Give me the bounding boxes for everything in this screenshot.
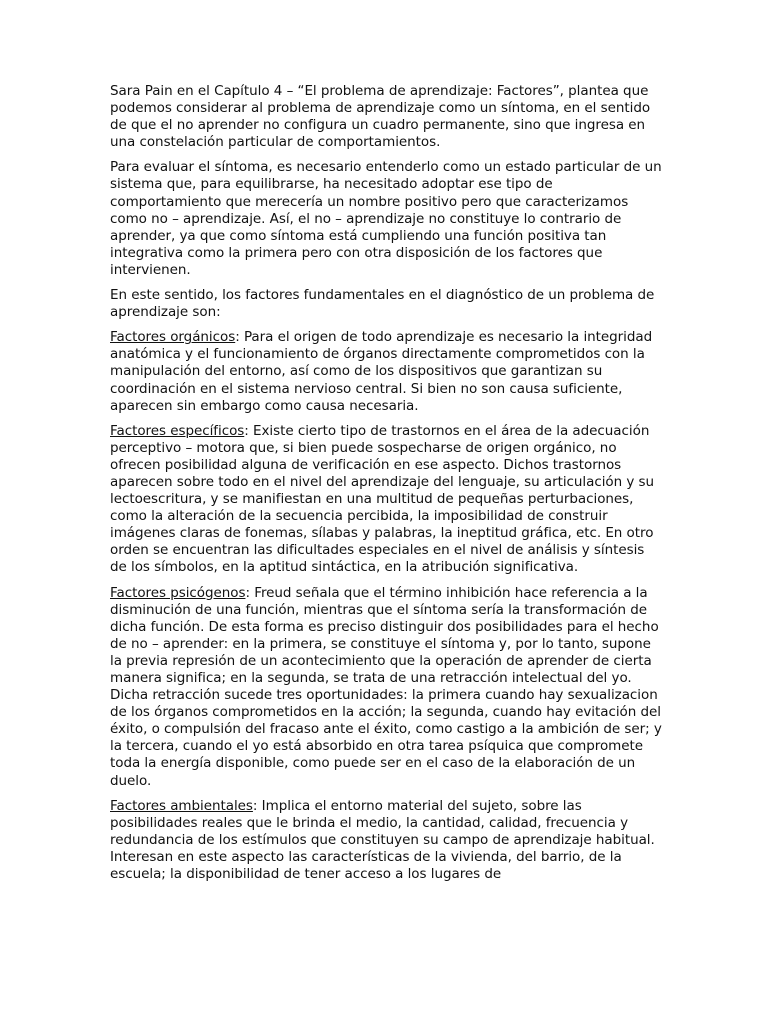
section-heading-psychogenic: Factores psicógenos	[110, 584, 246, 601]
paragraph-intro	[110, 83, 662, 151]
paragraph-specific-factors	[110, 423, 662, 577]
paragraph-factors-intro	[110, 287, 662, 321]
paragraph-text: : Implica el entorno material del sujeto, sobre las posibilidades reales que le brinda el medio, la cantidad, calidad, frecuencia y redundancia de los estímulos que constituyen su campo de aprendizaje habitual. Interesan en este aspecto las características de la vivienda, del barrio, de la escuela; la disponibilidad de tener acceso a los lugares de	[110, 797, 655, 883]
paragraph-organic-factors	[110, 329, 662, 414]
paragraph-psychogenic-factors	[110, 585, 662, 790]
document-page	[110, 83, 662, 891]
section-heading-organic: Factores orgánicos	[110, 329, 236, 346]
paragraph-text: Sara Pain en el Capítulo 4 – “El problema de aprendizaje: Factores”, plantea que podemos considerar al problema de aprendizaje como un síntoma, en el sentido de que el no aprender no configura un cuadro permanente, sino que ingresa en una constelación particular de comportamientos.	[110, 83, 651, 151]
paragraph-text: : Existe cierto tipo de trastornos en el área de la adecuación perceptivo – motora que, si bien puede sospecharse de origen orgánico, no ofrecen posibilidad alguna de verificación en ese aspecto. Dichos trastornos aparecen sobre todo en el nivel del aprendizaje del lenguaje, su articulación y su lectoescritura, y se manifiestan en una multitud de pequeñas perturbaciones, como la alteración de la secuencia percibida, la imposibilidad de construir imágenes claras de fonemas, sílabas y palabras, la ineptitud gráfica, etc. En otro orden se encuentran las dificultades especiales en el nivel de análisis y síntesis de los símbolos, en la aptitud sintáctica, en la atribución significativa.	[110, 422, 655, 576]
paragraph-text: : Freud señala que el término inhibición hace referencia a la disminución de una función, mientras que el síntoma sería la transformación de dicha función. De esta forma es preciso distinguir dos posibilidades para el hecho de no – aprender: en la primera, se constituye el síntoma y, por lo tanto, supone la previa represión de un acontecimiento que la operación de aprender de cierta manera significa; en la segunda, se trata de una retracción intelectual del yo. Dicha retracción sucede tres oportunidades: la primera cuando hay sexualizacion de los órganos comprometidos en la acción; la segunda, cuando hay evitación del éxito, o compulsión del fracaso ante el éxito, como castigo a la ambición de ser; y la tercera, cuando el yo está absorbido en otra tarea psíquica que compromete toda la energía disponible, como puede ser en el caso de la elaboración de un duelo.	[110, 584, 662, 789]
paragraph-text: : Para el origen de todo aprendizaje es necesario la integridad anatómica y el funcionamiento de órganos directamente comprometidos con la manipulación del entorno, así como de los dispositivos que garantizan su coordinación en el sistema nervioso central. Si bien no son causa suficiente, aparecen sin embargo como causa necesaria.	[110, 329, 653, 414]
section-heading-specific: Factores específicos	[110, 422, 245, 439]
paragraph-symptom	[110, 159, 662, 279]
paragraph-text: En este sentido, los factores fundamentales en el diagnóstico de un problema de aprendizaje son:	[110, 287, 655, 321]
section-heading-environmental: Factores ambientales	[110, 797, 253, 814]
paragraph-text: Para evaluar el síntoma, es necesario entenderlo como un estado particular de un sistema que, para equilibrarse, ha necesitado adoptar ese tipo de comportamiento que merecería un nombre positivo pero que caracterizamos como no – aprendizaje. Así, el no – aprendizaje no constituye lo contrario de aprender, ya que como síntoma está cumpliendo una función positiva tan integrativa como la primera pero con otra disposición de los factores que intervienen.	[110, 159, 662, 278]
paragraph-environmental-factors	[110, 798, 662, 883]
